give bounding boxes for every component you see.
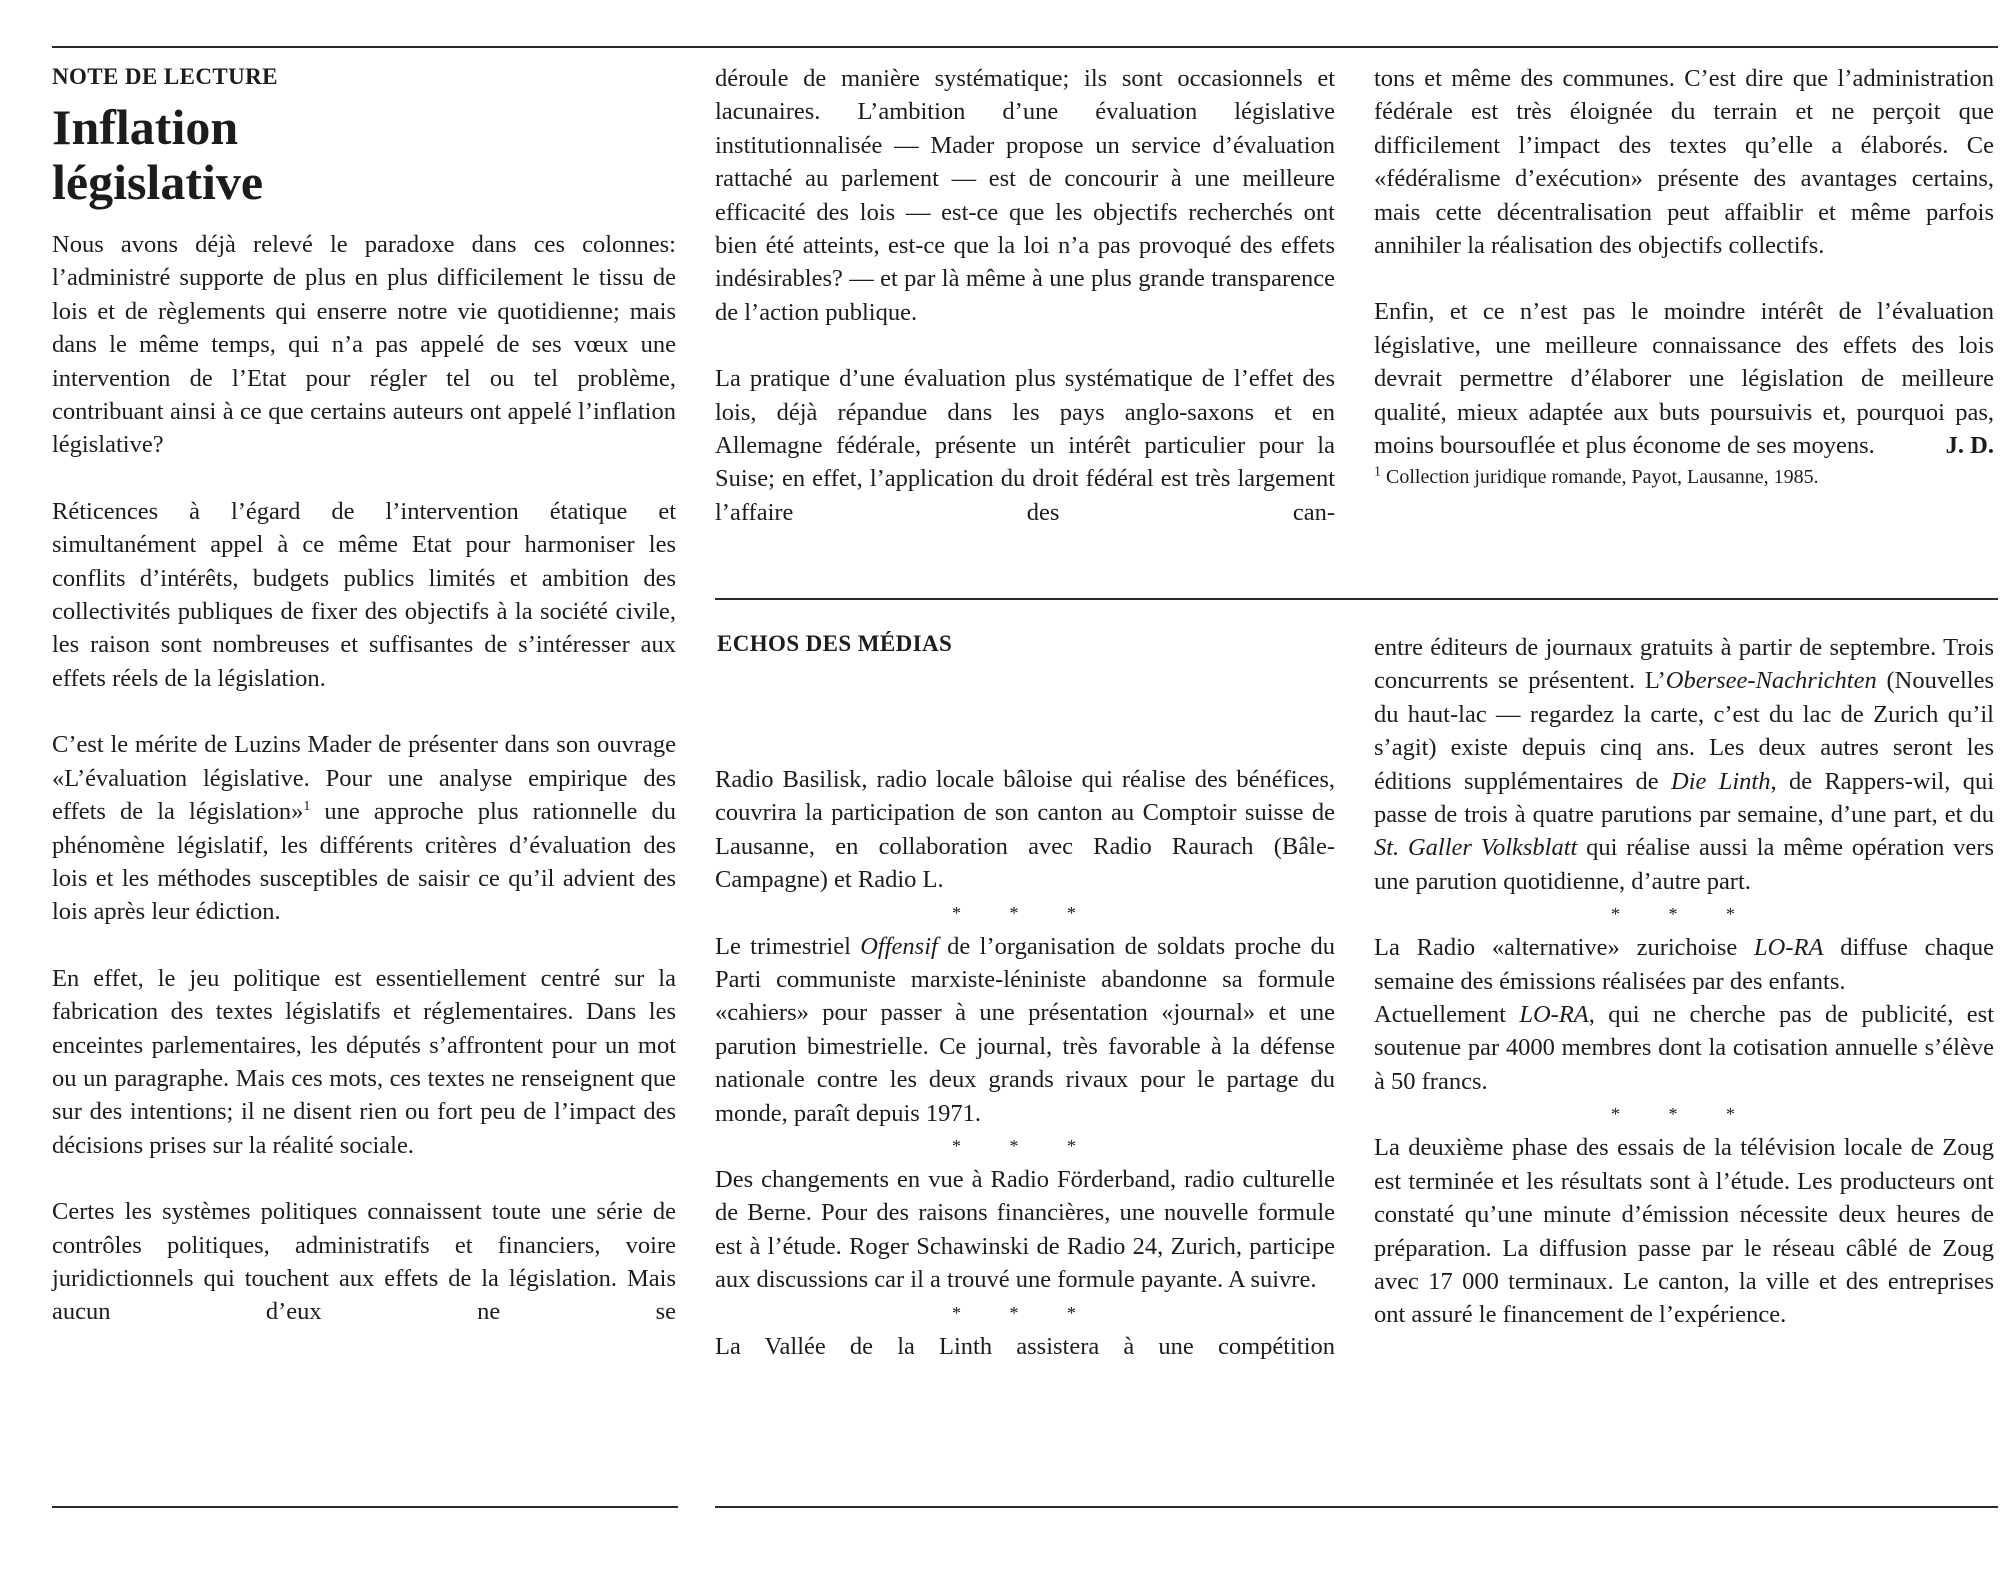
station-name: LO-RA (1519, 1001, 1589, 1029)
separator-stars: * * * (952, 902, 1098, 923)
author-signature: J. D. (1945, 432, 1994, 460)
news-item (1374, 931, 1994, 998)
echos-column-2 (1374, 631, 1994, 1332)
paragraph: La pratique d’une évaluation plus systématique de l’effet des lois, déjà répandue dans les pays anglo-saxons et en Allemagne fédérale, présente un intérêt particulier pour la Suise; en effet, l’application du droit fédéral est très largement l’affaire des can- (715, 365, 1335, 526)
news-item (1374, 631, 1994, 898)
news-item: La Vallée de la Linth assistera à une compétition (715, 1332, 1335, 1360)
bottom-rule-left (52, 1506, 678, 1508)
publication-title: Offensif (860, 932, 938, 960)
top-rule (52, 46, 1998, 48)
text-span: diffuse chaque semaine des émissions réalisées par des enfants. (1374, 934, 1994, 995)
separator-stars: * * * (1611, 1104, 1757, 1125)
article-title (52, 100, 263, 210)
paragraph: déroule de manière systématique; ils sont occasionnels et lacunaires. L’ambition d’une évaluation législative institutionnalisée — Mader propose un service d’évaluation rattaché au parlement — est de concourir à une meilleure efficacité des lois — est-ce que les objectifs recherchés ont bien été atteints, est-ce que la loi n’a pas provoqué des effets indésirables? — et par là même à une plus grande transparence de l’action publique. (715, 65, 1335, 326)
text-span: Le trimestriel (715, 932, 861, 960)
news-item (715, 930, 1335, 1130)
text-span: La Radio «alternative» zurichoise (1374, 934, 1755, 962)
paragraph: Réticences à l’égard de l’intervention étatique et simultanément appel à ce même Etat pour harmoniser les conflits d’intérêts, budgets publics limités et ambition des collectivités publiques de fixer des objectifs à la société civile, les raison sont nombreuses et suffisantes de s’intéresser aux effets réels de la législation. (52, 497, 676, 692)
text-span: , de Rappers-wil, qui passe de trois à quatre parutions par semaine, d’une part, et du (1374, 767, 1994, 829)
separator-stars: * * * (1611, 904, 1757, 925)
footnote (1374, 462, 1994, 492)
footnote-mark: 1 (1374, 464, 1381, 480)
note-column-3 (1374, 62, 1994, 492)
news-item: Des changements en vue à Radio Förderband, radio culturelle de Berne. Pour des raisons financières, une nouvelle formule est à l’étude. Roger Schawinski de Radio 24, Zurich, participe aux discussions car il a trouvé une formule payante. A suivre. (715, 1166, 1335, 1294)
paragraph (1374, 295, 1994, 462)
text-span: de l’organisation de soldats proche du Parti communiste marxiste-léniniste abandonne sa formule «cahiers» pour passer à une présentation «journal» et une parution bimestrielle. Ce journal, très favorable à la défense nationale contre les deux grands rivaux pour le partage du monde, paraît depuis 1971. (715, 932, 1335, 1127)
bottom-rule-right (715, 1506, 1998, 1508)
text-span: , qui ne cherche pas de publicité, est soutenue par 4000 membres dont la cotisation annuelle s’élève à 50 francs. (1374, 1001, 1994, 1095)
text-span: Actuellement (1374, 1001, 1520, 1029)
mid-rule (715, 598, 1998, 600)
paragraph (52, 728, 676, 928)
paragraph: Nous avons déjà relevé le paradoxe dans ces colonnes: l’administré supporte de plus en plus difficilement le tissu de lois et de règlements qui enserre notre vie quotidienne; mais dans le même temps, qui n’a pas appelé de ses vœux une intervention de l’Etat pour régler tel ou tel problème, contribuant ainsi à ce que certains auteurs ont appelé l’inflation législative? (52, 231, 676, 459)
separator-stars: * * * (952, 1136, 1098, 1157)
paragraph: En effet, le jeu politique est essentiellement centré sur la fabrication des textes législatifs et réglementaires. Dans les enceintes parlementaires, les députés s’affrontent pour un mot ou un paragraphe. Mais ces mots, ces textes ne renseignent que sur des intentions; il ne disent rien ou fort peu de l’impact des décisions prises sur la réalité sociale. (52, 964, 676, 1159)
news-item (1374, 998, 1994, 1098)
text-span: Enfin, et ce n’est pas le moindre intérêt de l’évaluation législative, une meilleure connaissance des effets des lois devrait permettre d’élaborer une législation de meilleure qualité, mieux adaptée aux buts poursuivis et, pourquoi pas, moins boursouflée et plus économe de ses moyens. (1374, 298, 1994, 460)
echos-column-1 (715, 763, 1335, 1363)
title-line-2: législative (52, 154, 264, 210)
separator-stars: * * * (952, 1302, 1098, 1323)
publication-title: Die Linth (1671, 767, 1771, 795)
title-line-1: Inflation (52, 99, 239, 155)
note-column-2 (715, 62, 1335, 529)
text-span: C’est le mérite de Luzins Mader de présenter dans son ouvrage «L’évaluation législative. Pour une analyse empirique des effets de la législation» (52, 731, 676, 826)
paragraph: tons et même des communes. C’est dire que l’administration fédérale est très éloignée du terrain et ne perçoit que difficilement l’impact des textes qu’elle a élaborés. Ce «fédéralisme d’exécution» présente des avantages certains, mais cette décentralisation peut affaiblir et même parfois annihiler la réalisation des objectifs collectifs. (1374, 65, 1994, 260)
text-span: qui réalise aussi la même opération vers une parution quotidienne, d’autre part. (1374, 834, 1994, 895)
note-column-1 (52, 228, 676, 1329)
echos-kicker: ECHOS DES MÉDIAS (717, 631, 953, 656)
footnote-reference: 1 (303, 798, 311, 814)
text-span: (Nouvelles du haut-lac — regardez la carte, c’est du lac de Zurich qu’il s’agit) existe depuis cinq ans. Les deux autres seront les éditions supplémentaires de (1374, 667, 1995, 795)
text-span: entre éditeurs de journaux gratuits à partir de septembre. Trois concurrents se présentent. L’ (1374, 634, 1994, 695)
text-span: une approche plus rationnelle du phénomène législatif, les différents critères d’évaluation des lois et les méthodes susceptibles de saisir ce qu’il advient des lois après leur édiction. (52, 798, 676, 926)
publication-title: Obersee-Nachrichten (1665, 667, 1877, 695)
station-name: LO-RA (1754, 934, 1824, 962)
paragraph: Certes les systèmes politiques connaissent toute une série de contrôles politiques, administratifs et financiers, voire juridictionnels qui touchent aux effets de la législation. Mais aucun d’eux ne se (52, 1198, 676, 1326)
text-span: Collection juridique romande, Payot, Lausanne, 1985. (1381, 466, 1819, 489)
note-kicker: NOTE DE LECTURE (52, 64, 278, 89)
news-item: La deuxième phase des essais de la télévision locale de Zoug est terminée et les résultats sont à l’étude. Les producteurs ont constaté qu’une minute d’émission nécessite deux heures de préparation. La diffusion passe par le réseau câblé de Zoug avec 17 000 terminaux. Le canton, la ville et des entreprises ont assuré le financement de l’expérience. (1374, 1134, 1994, 1329)
publication-title: St. Galler Volksblatt (1374, 834, 1578, 862)
news-item: Radio Basilisk, radio locale bâloise qui réalise des bénéfices, couvrira la participation de son canton au Comptoir suisse de Lausanne, en collaboration avec Radio Raurach (Bâle-Campagne) et Radio L. (715, 766, 1335, 894)
